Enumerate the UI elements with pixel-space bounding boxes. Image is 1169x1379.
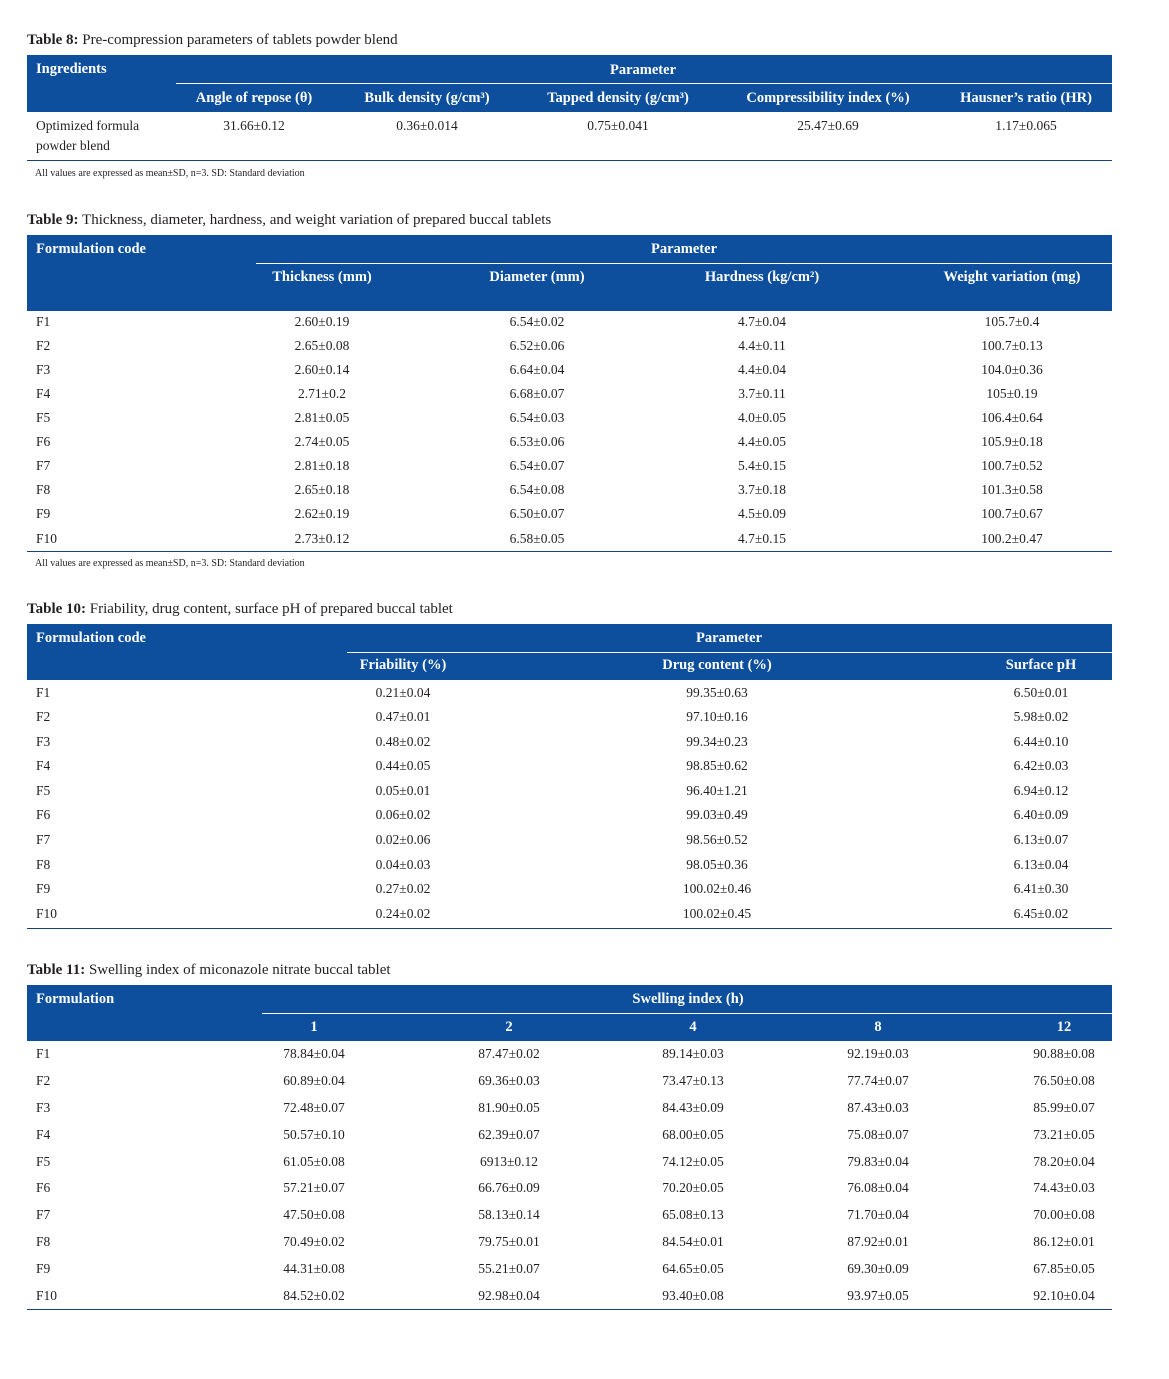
table-row — [27, 832, 1112, 856]
table-8-col-2: Tapped density (g/cm³) — [547, 90, 689, 106]
surface-ph-cell: 6.44±0.10 — [1013, 734, 1069, 749]
swelling-8h-cell: 77.74±0.07 — [847, 1073, 909, 1088]
table-10-header — [27, 624, 1112, 680]
table-8-header — [27, 55, 1112, 112]
weight-variation-cell: 100.2±0.47 — [981, 531, 1043, 546]
drug-content-cell: 99.34±0.23 — [686, 734, 748, 749]
friability-cell: 0.05±0.01 — [375, 783, 431, 798]
formulation-code: F1 — [36, 685, 51, 700]
formulation-code: F7 — [36, 832, 51, 847]
swelling-2h-cell: 87.47±0.02 — [478, 1046, 540, 1061]
table-row — [27, 434, 1112, 458]
table-11-group-header: Formulation — [36, 991, 115, 1007]
swelling-1h-cell: 50.57±0.10 — [283, 1127, 345, 1142]
table-8-footnote: All values are expressed as mean±SD, n=3. SD: Standard deviation — [35, 168, 305, 179]
swelling-12h-cell: 67.85±0.05 — [1033, 1261, 1095, 1276]
diameter-cell: 6.54±0.07 — [509, 458, 565, 473]
table-row — [27, 458, 1112, 482]
friability-cell: 0.27±0.02 — [375, 881, 431, 896]
swelling-12h-cell: 92.10±0.04 — [1033, 1288, 1095, 1303]
table-10-body — [27, 685, 1112, 925]
diameter-cell: 6.68±0.07 — [509, 386, 565, 401]
table-9-col-3: Weight variation (mg) — [943, 269, 1081, 285]
drug-content-cell: 98.05±0.36 — [686, 857, 748, 872]
table-8-value-2: 0.75±0.041 — [587, 118, 649, 133]
table-11-body — [27, 1046, 1112, 1306]
formulation-code: F9 — [36, 881, 51, 896]
table-8-row-label-2: powder blend — [36, 138, 110, 153]
table-8-header-divider — [176, 83, 1112, 84]
weight-variation-cell: 104.0±0.36 — [981, 362, 1043, 377]
table-9-col-0: Thickness (mm) — [272, 269, 372, 285]
swelling-8h-cell: 79.83±0.04 — [847, 1154, 909, 1169]
table-row — [27, 1073, 1112, 1099]
weight-variation-cell: 105.9±0.18 — [981, 434, 1043, 449]
swelling-4h-cell: 73.47±0.13 — [662, 1073, 724, 1088]
table-8-col-1: Bulk density (g/cm³) — [364, 90, 490, 106]
weight-variation-cell: 105.7±0.4 — [984, 314, 1040, 329]
formulation-code: F7 — [36, 1207, 51, 1222]
formulation-code: F9 — [36, 506, 51, 521]
thickness-cell: 2.71±0.2 — [298, 386, 346, 401]
table-row — [27, 1288, 1112, 1314]
weight-variation-cell: 106.4±0.64 — [981, 410, 1043, 425]
hardness-cell: 4.4±0.11 — [738, 338, 786, 353]
diameter-cell: 6.52±0.06 — [509, 338, 565, 353]
table-11 — [27, 960, 1112, 1315]
table-8-span-header: Parameter — [609, 62, 677, 78]
swelling-2h-cell: 58.13±0.14 — [478, 1207, 540, 1222]
table-row — [27, 506, 1112, 530]
table-11-col-0: 1 — [310, 1019, 318, 1035]
table-11-col-3: 8 — [874, 1019, 882, 1035]
swelling-12h-cell: 74.43±0.03 — [1033, 1180, 1095, 1195]
drug-content-cell: 98.56±0.52 — [686, 832, 748, 847]
swelling-2h-cell: 81.90±0.05 — [478, 1100, 540, 1115]
weight-variation-cell: 100.7±0.67 — [981, 506, 1043, 521]
table-8-value-0: 31.66±0.12 — [223, 118, 285, 133]
table-11-span-header: Swelling index (h) — [632, 991, 744, 1007]
swelling-8h-cell: 93.97±0.05 — [847, 1288, 909, 1303]
formulation-code: F10 — [36, 531, 58, 546]
surface-ph-cell: 6.94±0.12 — [1013, 783, 1069, 798]
swelling-12h-cell: 85.99±0.07 — [1033, 1100, 1095, 1115]
weight-variation-cell: 100.7±0.52 — [981, 458, 1043, 473]
diameter-cell: 6.58±0.05 — [509, 531, 565, 546]
formulation-code: F2 — [36, 709, 51, 724]
formulation-code: F9 — [36, 1261, 51, 1276]
table-row — [27, 338, 1112, 362]
table-8-col-4: Hausner’s ratio (HR) — [960, 90, 1092, 106]
table-row — [27, 362, 1112, 386]
table-9-bottom-rule — [27, 551, 1112, 552]
friability-cell: 0.24±0.02 — [375, 906, 431, 921]
swelling-8h-cell: 92.19±0.03 — [847, 1046, 909, 1061]
table-row — [27, 386, 1112, 410]
swelling-4h-cell: 65.08±0.13 — [662, 1207, 724, 1222]
table-row — [27, 857, 1112, 881]
formulation-code: F4 — [36, 758, 51, 773]
table-8-value-3: 25.47±0.69 — [797, 118, 859, 133]
table-8-col-3: Compressibility index (%) — [746, 90, 910, 106]
table-row — [27, 410, 1112, 434]
table-row — [27, 1261, 1112, 1287]
thickness-cell: 2.81±0.05 — [294, 410, 350, 425]
table-row — [27, 1127, 1112, 1153]
swelling-8h-cell: 87.43±0.03 — [847, 1100, 909, 1115]
surface-ph-cell: 6.40±0.09 — [1013, 807, 1069, 822]
swelling-12h-cell: 78.20±0.04 — [1033, 1154, 1095, 1169]
swelling-4h-cell: 89.14±0.03 — [662, 1046, 724, 1061]
swelling-1h-cell: 60.89±0.04 — [283, 1073, 345, 1088]
formulation-code: F8 — [36, 482, 51, 497]
swelling-2h-cell: 55.21±0.07 — [478, 1261, 540, 1276]
friability-cell: 0.06±0.02 — [375, 807, 431, 822]
surface-ph-cell: 6.50±0.01 — [1013, 685, 1069, 700]
thickness-cell: 2.60±0.14 — [294, 362, 350, 377]
swelling-1h-cell: 47.50±0.08 — [283, 1207, 345, 1222]
table-8-caption: Table 8: Pre-compression parameters of tablets powder blend — [27, 32, 398, 48]
table-8 — [27, 30, 1112, 185]
table-9-col-2: Hardness (kg/cm²) — [704, 269, 820, 285]
table-11-col-4: 12 — [1056, 1019, 1072, 1035]
drug-content-cell: 100.02±0.46 — [682, 881, 752, 896]
friability-cell: 0.47±0.01 — [375, 709, 431, 724]
table-8-value-1: 0.36±0.014 — [396, 118, 458, 133]
table-9-footnote: All values are expressed as mean±SD, n=3. SD: Standard deviation — [35, 558, 305, 569]
thickness-cell: 2.73±0.12 — [294, 531, 350, 546]
table-row — [27, 758, 1112, 782]
table-row — [27, 1207, 1112, 1233]
formulation-code: F4 — [36, 386, 51, 401]
hardness-cell: 4.4±0.04 — [738, 362, 786, 377]
surface-ph-cell: 6.42±0.03 — [1013, 758, 1069, 773]
table-row — [27, 709, 1112, 733]
formulation-code: F10 — [36, 1288, 58, 1303]
formulation-code: F5 — [36, 783, 51, 798]
swelling-4h-cell: 74.12±0.05 — [662, 1154, 724, 1169]
hardness-cell: 3.7±0.11 — [738, 386, 786, 401]
hardness-cell: 4.4±0.05 — [738, 434, 786, 449]
table-10-group-header: Formulation code — [36, 630, 146, 646]
table-10-col-1: Drug content (%) — [662, 657, 772, 673]
swelling-1h-cell: 72.48±0.07 — [283, 1100, 345, 1115]
formulation-code: F4 — [36, 1127, 51, 1142]
table-9 — [27, 210, 1112, 580]
formulation-code: F1 — [36, 1046, 51, 1061]
table-8-col-0: Angle of repose (θ) — [195, 90, 313, 106]
table-row — [27, 314, 1112, 338]
table-10-span-header: Parameter — [695, 630, 763, 646]
friability-cell: 0.48±0.02 — [375, 734, 431, 749]
drug-content-cell: 99.35±0.63 — [686, 685, 748, 700]
friability-cell: 0.04±0.03 — [375, 857, 431, 872]
table-row — [27, 685, 1112, 709]
table-11-col-2: 4 — [689, 1019, 697, 1035]
thickness-cell: 2.62±0.19 — [294, 506, 350, 521]
hardness-cell: 5.4±0.15 — [738, 458, 786, 473]
diameter-cell: 6.53±0.06 — [509, 434, 565, 449]
swelling-1h-cell: 61.05±0.08 — [283, 1154, 345, 1169]
table-row — [27, 807, 1112, 831]
table-row — [27, 881, 1112, 905]
table-10-caption: Table 10: Friability, drug content, surface pH of prepared buccal tablet — [27, 601, 453, 617]
swelling-4h-cell: 84.54±0.01 — [662, 1234, 724, 1249]
swelling-8h-cell: 75.08±0.07 — [847, 1127, 909, 1142]
diameter-cell: 6.64±0.04 — [509, 362, 565, 377]
drug-content-cell: 98.85±0.62 — [686, 758, 748, 773]
formulation-code: F3 — [36, 1100, 51, 1115]
thickness-cell: 2.65±0.08 — [294, 338, 350, 353]
thickness-cell: 2.74±0.05 — [294, 434, 350, 449]
swelling-1h-cell: 70.49±0.02 — [283, 1234, 345, 1249]
table-row — [27, 783, 1112, 807]
swelling-1h-cell: 78.84±0.04 — [283, 1046, 345, 1061]
swelling-2h-cell: 79.75±0.01 — [478, 1234, 540, 1249]
table-9-header — [27, 235, 1112, 311]
formulation-code: F5 — [36, 1154, 51, 1169]
table-11-bottom-rule — [27, 1309, 1112, 1310]
table-row — [27, 1100, 1112, 1126]
table-11-header — [27, 985, 1112, 1041]
swelling-4h-cell: 93.40±0.08 — [662, 1288, 724, 1303]
swelling-12h-cell: 90.88±0.08 — [1033, 1046, 1095, 1061]
surface-ph-cell: 6.45±0.02 — [1013, 906, 1069, 921]
table-9-header-divider — [256, 263, 1112, 264]
swelling-8h-cell: 87.92±0.01 — [847, 1234, 909, 1249]
swelling-2h-cell: 66.76±0.09 — [478, 1180, 540, 1195]
swelling-12h-cell: 76.50±0.08 — [1033, 1073, 1095, 1088]
drug-content-cell: 97.10±0.16 — [686, 709, 748, 724]
swelling-2h-cell: 92.98±0.04 — [478, 1288, 540, 1303]
table-11-caption: Table 11: Swelling index of miconazole nitrate buccal tablet — [27, 962, 391, 978]
table-9-group-header: Formulation code — [36, 241, 146, 257]
swelling-8h-cell: 69.30±0.09 — [847, 1261, 909, 1276]
formulation-code: F6 — [36, 1180, 51, 1195]
swelling-4h-cell: 68.00±0.05 — [662, 1127, 724, 1142]
table-10 — [27, 599, 1112, 931]
diameter-cell: 6.54±0.03 — [509, 410, 565, 425]
swelling-2h-cell: 6913±0.12 — [479, 1154, 539, 1169]
formulation-code: F8 — [36, 1234, 51, 1249]
swelling-1h-cell: 57.21±0.07 — [283, 1180, 345, 1195]
table-8-value-4: 1.17±0.065 — [995, 118, 1057, 133]
table-row — [27, 1180, 1112, 1206]
formulation-code: F1 — [36, 314, 51, 329]
drug-content-cell: 99.03±0.49 — [686, 807, 748, 822]
hardness-cell: 4.7±0.15 — [738, 531, 786, 546]
surface-ph-cell: 6.13±0.04 — [1013, 857, 1069, 872]
table-row — [27, 482, 1112, 506]
table-10-col-0: Friability (%) — [359, 657, 447, 673]
weight-variation-cell: 100.7±0.13 — [981, 338, 1043, 353]
swelling-2h-cell: 62.39±0.07 — [478, 1127, 540, 1142]
table-8-bottom-rule — [27, 160, 1112, 161]
table-row — [27, 906, 1112, 930]
friability-cell: 0.21±0.04 — [375, 685, 431, 700]
swelling-1h-cell: 44.31±0.08 — [283, 1261, 345, 1276]
table-row — [27, 1046, 1112, 1072]
table-row — [27, 734, 1112, 758]
formulation-code: F6 — [36, 434, 51, 449]
hardness-cell: 4.7±0.04 — [738, 314, 786, 329]
hardness-cell: 3.7±0.18 — [738, 482, 786, 497]
table-9-col-1: Diameter (mm) — [489, 269, 585, 285]
formulation-code: F5 — [36, 410, 51, 425]
swelling-8h-cell: 76.08±0.04 — [847, 1180, 909, 1195]
thickness-cell: 2.81±0.18 — [294, 458, 350, 473]
swelling-12h-cell: 73.21±0.05 — [1033, 1127, 1095, 1142]
surface-ph-cell: 6.13±0.07 — [1013, 832, 1069, 847]
swelling-8h-cell: 71.70±0.04 — [847, 1207, 909, 1222]
table-9-body — [27, 314, 1112, 554]
table-9-span-header: Parameter — [650, 241, 718, 257]
swelling-12h-cell: 70.00±0.08 — [1033, 1207, 1095, 1222]
table-9-caption: Table 9: Thickness, diameter, hardness, and weight variation of prepared buccal tablets — [27, 212, 552, 228]
table-8-group-header: Ingredients — [36, 61, 107, 77]
thickness-cell: 2.65±0.18 — [294, 482, 350, 497]
diameter-cell: 6.50±0.07 — [509, 506, 565, 521]
hardness-cell: 4.0±0.05 — [738, 410, 786, 425]
table-11-col-1: 2 — [505, 1019, 513, 1035]
swelling-4h-cell: 84.43±0.09 — [662, 1100, 724, 1115]
formulation-code: F8 — [36, 857, 51, 872]
formulation-code: F6 — [36, 807, 51, 822]
table-10-header-divider — [347, 652, 1112, 653]
table-row — [27, 1234, 1112, 1260]
table-8-row-label-1: Optimized formula — [36, 118, 140, 133]
weight-variation-cell: 101.3±0.58 — [981, 482, 1043, 497]
formulation-code: F2 — [36, 1073, 51, 1088]
drug-content-cell: 100.02±0.45 — [682, 906, 752, 921]
table-10-col-2: Surface pH — [1005, 657, 1077, 673]
swelling-1h-cell: 84.52±0.02 — [283, 1288, 345, 1303]
table-row — [27, 1154, 1112, 1180]
drug-content-cell: 96.40±1.21 — [686, 783, 748, 798]
diameter-cell: 6.54±0.02 — [509, 314, 565, 329]
swelling-2h-cell: 69.36±0.03 — [478, 1073, 540, 1088]
surface-ph-cell: 5.98±0.02 — [1013, 709, 1069, 724]
swelling-4h-cell: 70.20±0.05 — [662, 1180, 724, 1195]
friability-cell: 0.44±0.05 — [375, 758, 431, 773]
thickness-cell: 2.60±0.19 — [294, 314, 350, 329]
formulation-code: F2 — [36, 338, 51, 353]
hardness-cell: 4.5±0.09 — [738, 506, 786, 521]
formulation-code: F3 — [36, 734, 51, 749]
table-11-header-divider — [262, 1013, 1112, 1014]
formulation-code: F10 — [36, 906, 58, 921]
friability-cell: 0.02±0.06 — [375, 832, 431, 847]
formulation-code: F7 — [36, 458, 51, 473]
surface-ph-cell: 6.41±0.30 — [1013, 881, 1069, 896]
table-10-bottom-rule — [27, 928, 1112, 929]
formulation-code: F3 — [36, 362, 51, 377]
swelling-4h-cell: 64.65±0.05 — [662, 1261, 724, 1276]
weight-variation-cell: 105±0.19 — [986, 386, 1038, 401]
swelling-12h-cell: 86.12±0.01 — [1033, 1234, 1095, 1249]
diameter-cell: 6.54±0.08 — [509, 482, 565, 497]
